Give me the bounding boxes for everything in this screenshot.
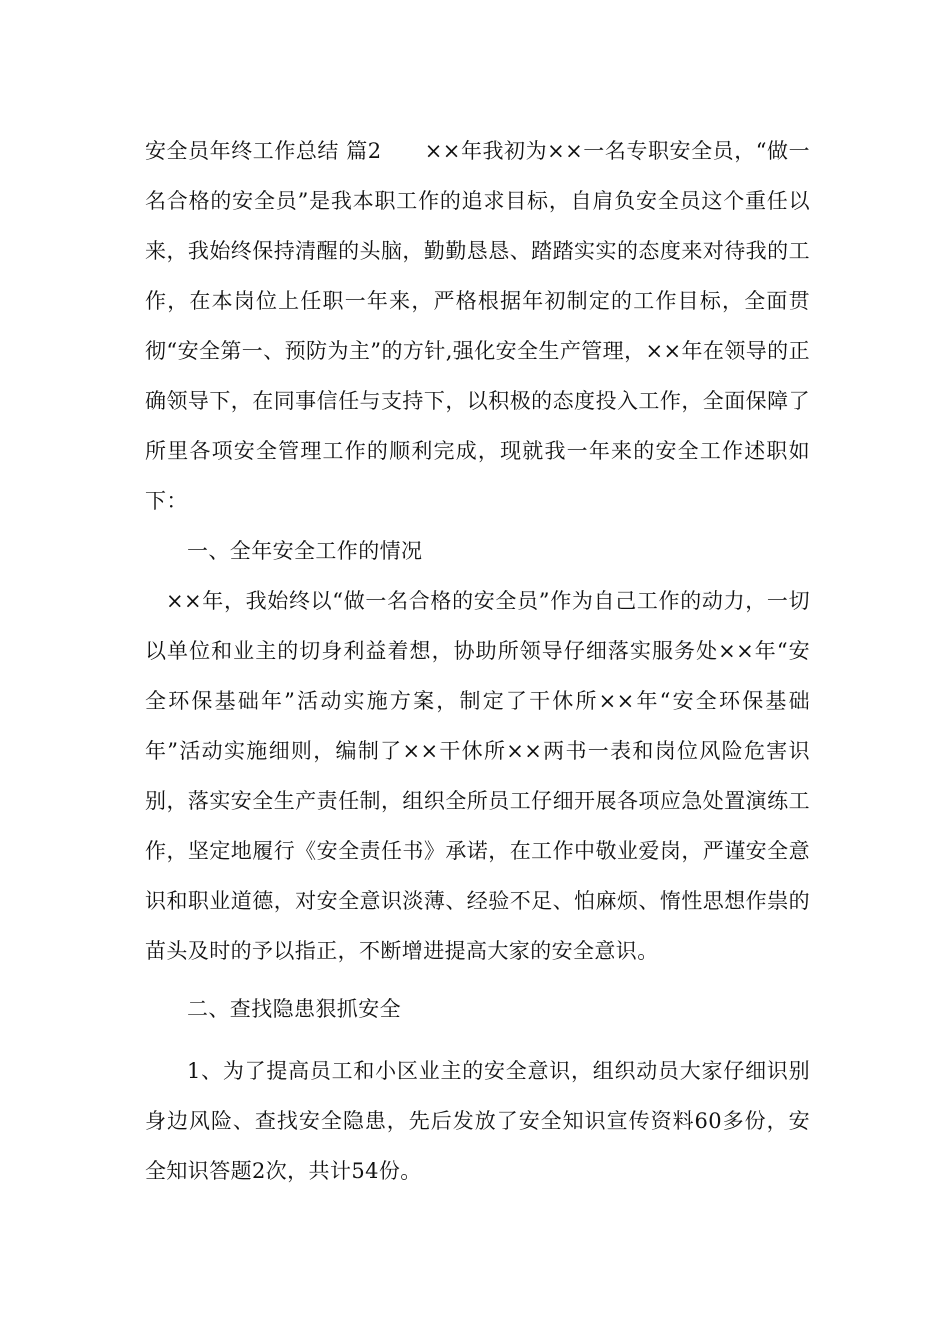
paragraph-item-1: 1、为了提高员工和小区业主的安全意识，组织动员大家仔细识别身边风险、查找安全隐患，先后发放了安全知识宣传资料60多份，安全知识答题2次，共计54份。 <box>145 1059 810 1183</box>
paragraph-section-1: ××年，我始终以“做一名合格的安全员”作为自己工作的动力，一切以单位和业主的切身利益着想，协助所领导仔细落实服务处××年“安全环保基础年”活动实施方案，制定了干休所××年“安全环保基础年”活动实施细则，编制了××干休所××两书一表和岗位风险危害识别，落实安全生产责任制，组织全所员工仔细开展各项应急处置演练工作，坚定地履行《安全责任书》承诺，在工作中敬业爱岗，严谨安全意识和职业道德，对安全意识淡薄、经验不足、怕麻烦、惰性思想作祟的苗头及时的予以指正，不断增进提高大家的安全意识。 <box>145 589 810 963</box>
document-page <box>145 126 810 1196</box>
paragraph-intro: 安全员年终工作总结 篇2 ××年我初为××一名专职安全员，“做一名合格的安全员”是我本职工作的追求目标，自肩负安全员这个重任以来，我始终保持清醒的头脑，勤勤恳恳、踏踏实实的态度来对待我的工作，在本岗位上任职一年来，严格根据年初制定的工作目标，全面贯彻“安全第一、预防为主”的方针,强化安全生产管理，××年在领导的正确领导下，在同事信任与支持下，以积极的态度投入工作，全面保障了所里各项安全管理工作的顺利完成，现就我一年来的安全工作述职如下： <box>145 139 810 513</box>
section-heading-1: 一、全年安全工作的情况 <box>187 539 423 563</box>
section-heading-2: 二、查找隐患狠抓安全 <box>187 997 401 1021</box>
